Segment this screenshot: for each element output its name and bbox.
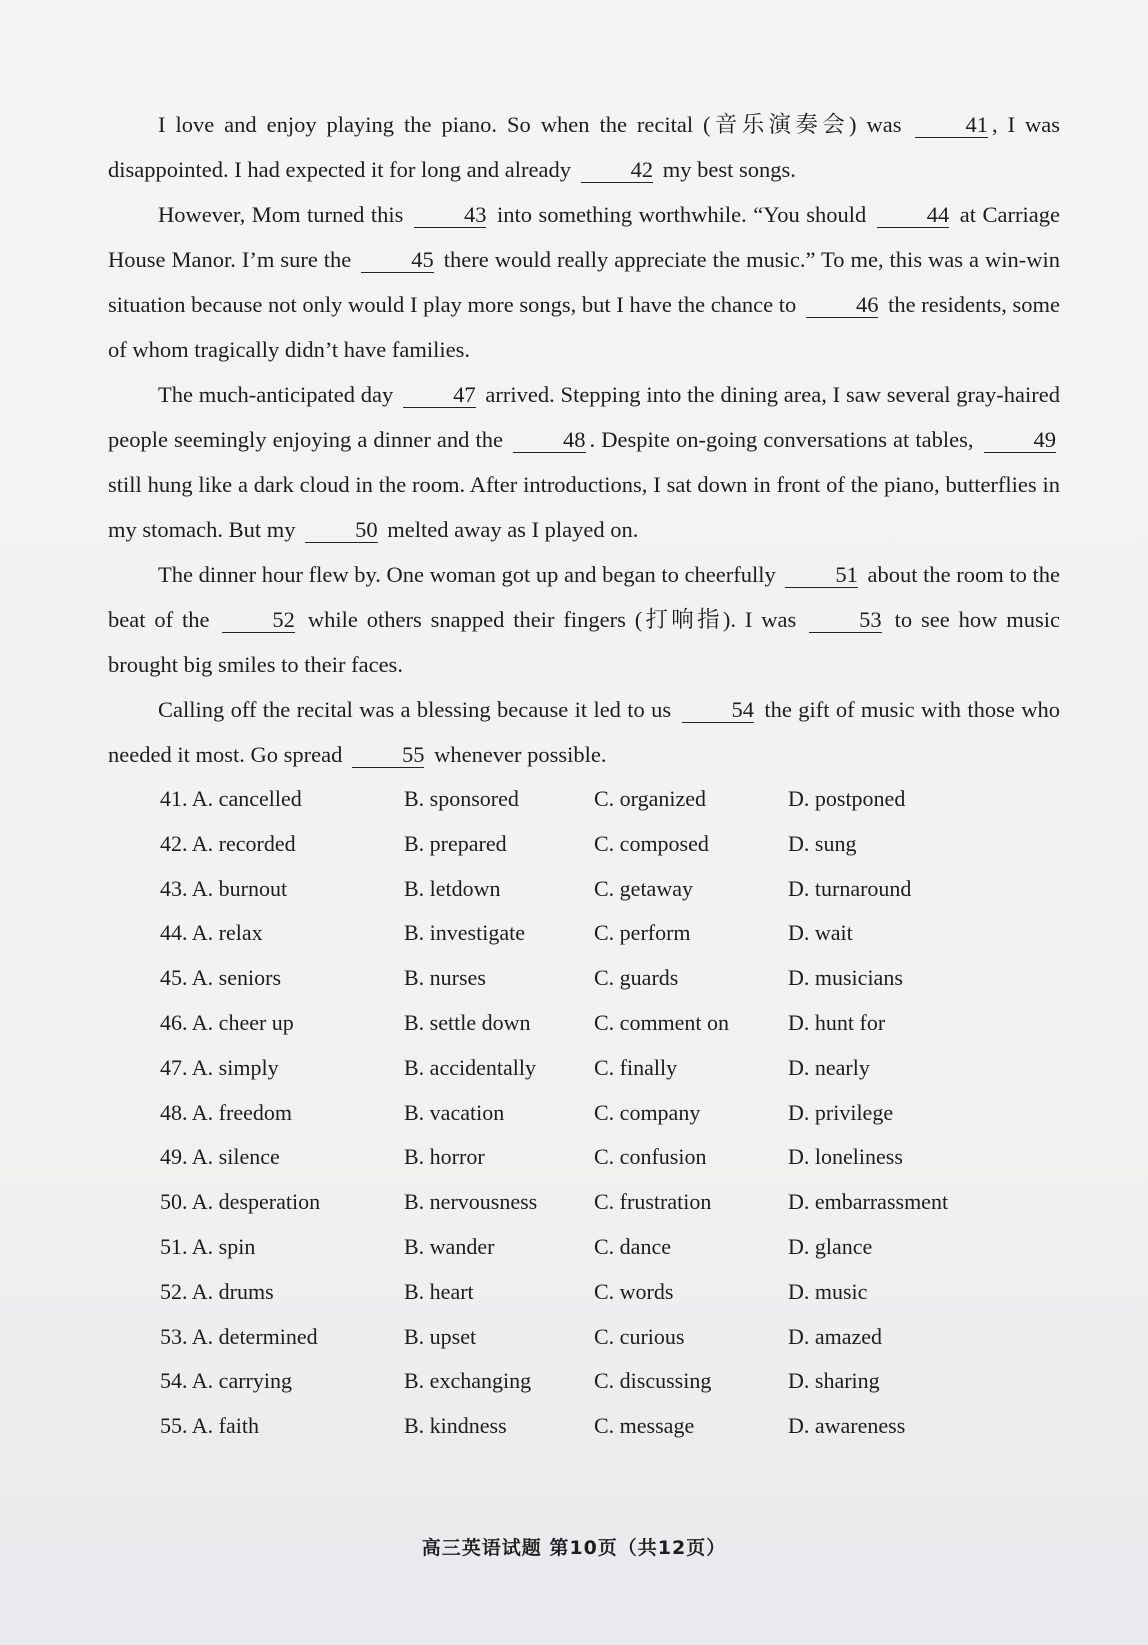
blank-43: 43 — [414, 203, 487, 228]
blank-52: 52 — [222, 608, 295, 633]
option-b: B. prepared — [404, 830, 507, 856]
option-b: B. exchanging — [404, 1368, 532, 1394]
option-c: C. perform — [594, 920, 691, 946]
option-row — [160, 1279, 1040, 1324]
option-row — [160, 1324, 1040, 1369]
option-d: D. sung — [788, 830, 857, 856]
option-a: 54. A. carrying — [160, 1368, 292, 1394]
option-a: 52. A. drums — [160, 1278, 274, 1304]
option-d: D. music — [788, 1278, 868, 1304]
option-a: 46. A. cheer up — [160, 1009, 294, 1035]
blank-53: 53 — [809, 608, 882, 633]
option-d: D. postponed — [788, 786, 906, 811]
option-b: B. settle down — [404, 1009, 531, 1035]
option-c: C. organized — [594, 786, 707, 811]
option-b: B. letdown — [404, 875, 501, 901]
answer-options — [160, 786, 1040, 1458]
page-footer: 高三英语试题 第10页（共12页） — [421, 1537, 727, 1559]
option-row — [160, 1189, 1040, 1234]
option-a: 48. A. freedom — [160, 1099, 292, 1125]
option-row — [160, 786, 1040, 831]
option-d: D. turnaround — [788, 875, 912, 901]
option-row — [160, 965, 1040, 1010]
option-d: D. nearly — [788, 1054, 870, 1080]
blank-55: 55 — [352, 743, 425, 768]
paragraph-3: The much-anticipated day 47 arrived. Stepping into the dining area, I saw several gray-haired people seemingly enjoying a dinner and the 48 . Despite on-going conversations at tables, 49 still hung like a dark cloud in the room. After introductions, I sat down in front of the piano, butterflies in my stomach. But my 50 melted away as I played on. — [108, 382, 1060, 542]
option-c: C. confusion — [594, 1144, 707, 1170]
option-c: C. message — [594, 1413, 695, 1439]
paragraph-1: I love and enjoy playing the piano. So when the recital (音乐演奏会) was 41 , I was disappointed. I had expected it for long and already 42 my best songs. — [108, 112, 1061, 182]
option-row — [160, 831, 1040, 876]
option-a: 53. A. determined — [160, 1323, 318, 1349]
option-c: C. guards — [594, 965, 679, 991]
option-row — [160, 1413, 1040, 1458]
blank-47: 47 — [403, 383, 476, 408]
blank-42: 42 — [581, 158, 654, 183]
option-row — [160, 876, 1040, 921]
option-a: 44. A. relax — [160, 920, 263, 946]
option-d: D. musicians — [788, 965, 903, 991]
paragraph-5: Calling off the recital was a blessing because it led to us 54 the gift of music with those who needed it most. Go spread 55 whenever possible. — [108, 697, 1060, 767]
paragraph-2: However, Mom turned this 43 into something worthwhile. “You should 44 at Carriage House Manor. I’m sure the 45 there would really appreciate the music.” To me, this was a win-win situation because not only would I play more songs, but I have the chance to 46 the residents, some of whom tragically didn’t have families. — [108, 202, 1061, 362]
option-c: C. frustration — [594, 1189, 712, 1215]
option-d: D. amazed — [788, 1323, 883, 1349]
blank-44: 44 — [877, 203, 950, 228]
option-a: 45. A. seniors — [160, 965, 281, 991]
option-c: C. dance — [594, 1233, 671, 1259]
blank-48: 48 — [513, 428, 586, 453]
option-c: C. getaway — [594, 875, 693, 901]
option-d: D. glance — [788, 1233, 873, 1259]
option-a: 43. A. burnout — [160, 875, 288, 901]
option-d: D. embarrassment — [788, 1189, 949, 1215]
option-a: 51. A. spin — [160, 1233, 256, 1259]
blank-49: 49 — [984, 428, 1057, 453]
cloze-passage — [108, 102, 1060, 777]
blank-45: 45 — [361, 248, 434, 273]
option-row — [160, 1010, 1040, 1055]
option-d: D. awareness — [788, 1413, 906, 1439]
option-a: 55. A. faith — [160, 1413, 259, 1439]
option-b: B. horror — [404, 1144, 485, 1170]
option-d: D. loneliness — [788, 1144, 903, 1170]
option-b: B. nervousness — [404, 1189, 538, 1215]
option-row — [160, 920, 1040, 965]
paragraph-4: The dinner hour flew by. One woman got up and began to cheerfully 51 about the room to the beat of the 52 while others snapped their fingers (打响指). I was 53 to see how music brought big smiles to their faces. — [108, 562, 1061, 677]
option-c: C. curious — [594, 1323, 685, 1349]
blank-54: 54 — [682, 698, 755, 723]
blank-46: 46 — [806, 293, 879, 318]
option-a: 47. A. simply — [160, 1054, 279, 1080]
option-b: B. kindness — [404, 1413, 507, 1439]
option-b: B. wander — [404, 1233, 495, 1259]
option-a: 41. A. cancelled — [160, 786, 302, 811]
option-c: C. words — [594, 1278, 674, 1304]
option-row — [160, 1100, 1040, 1145]
option-d: D. wait — [788, 920, 853, 946]
option-d: D. privilege — [788, 1099, 894, 1125]
blank-41: 41 — [915, 113, 988, 138]
blank-51: 51 — [785, 563, 858, 588]
option-a: 42. A. recorded — [160, 830, 296, 856]
option-c: C. comment on — [594, 1009, 730, 1035]
option-b: B. heart — [404, 1278, 474, 1304]
option-row — [160, 1144, 1040, 1189]
option-b: B. nurses — [404, 965, 486, 991]
option-c: C. composed — [594, 830, 709, 856]
option-row — [160, 1368, 1040, 1413]
blank-50: 50 — [305, 518, 378, 543]
option-d: D. hunt for — [788, 1009, 886, 1035]
option-b: B. upset — [404, 1323, 477, 1349]
option-b: B. vacation — [404, 1099, 505, 1125]
option-b: B. sponsored — [404, 786, 519, 811]
option-d: D. sharing — [788, 1368, 880, 1394]
option-b: B. accidentally — [404, 1054, 536, 1080]
option-row — [160, 1234, 1040, 1279]
option-c: C. company — [594, 1099, 701, 1125]
option-a: 50. A. desperation — [160, 1189, 321, 1215]
option-a: 49. A. silence — [160, 1144, 280, 1170]
option-c: C. finally — [594, 1054, 678, 1080]
option-row — [160, 1055, 1040, 1100]
option-b: B. investigate — [404, 920, 525, 946]
option-c: C. discussing — [594, 1368, 712, 1394]
